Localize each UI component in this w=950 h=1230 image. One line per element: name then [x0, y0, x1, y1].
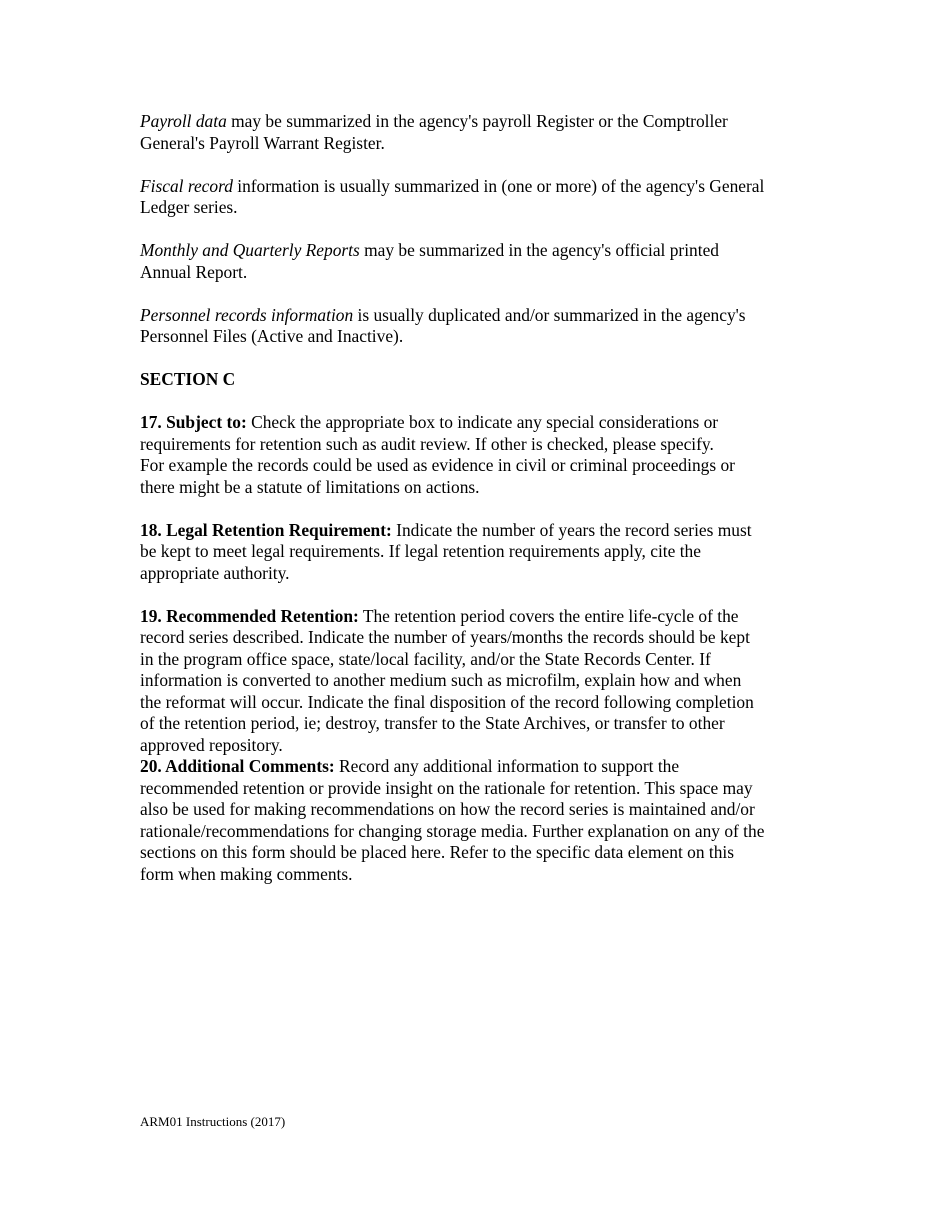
paragraph-line: 19. Recommended Retention: The retention period covers the entire life-cycle of the: [140, 605, 739, 626]
paragraph-line: Payroll data may be summarized in the agency's payroll Register or the Comptroller: [140, 111, 728, 131]
term-fiscal-record: Fiscal record: [140, 175, 233, 196]
paragraph-line: 17. Subject to: Check the appropriate box to indicate any special considerations or: [140, 412, 719, 432]
paragraph-line: Fiscal record information is usually summarized in (one or more) of the agency's General: [140, 175, 765, 196]
paragraph-line: also be used for making recommendations on how the record series is maintained and/or: [140, 799, 755, 819]
paragraph-line: Ledger series.: [140, 197, 238, 217]
section-heading: SECTION C: [140, 369, 236, 389]
item-19-recommended-retention: [140, 606, 820, 757]
item-18-legal-retention: [140, 520, 820, 585]
paragraph-line: information is converted to another medium such as microfilm, explain how and when: [140, 670, 742, 690]
term-personnel-records: Personnel records information: [140, 304, 354, 325]
paragraph-line: Monthly and Quarterly Reports may be summarized in the agency's official printed: [140, 240, 719, 260]
paragraph-line: there might be a statute of limitations on actions.: [140, 476, 480, 497]
paragraph-line: Annual Report.: [140, 261, 248, 282]
paragraph-line: in the program office space, state/local facility, and/or the State Records Center. If: [140, 648, 711, 669]
paragraph-line: be kept to meet legal requirements. If legal retention requirements apply, cite the: [140, 541, 701, 561]
paragraph-line: sections on this form should be placed here. Refer to the specific data element on this: [140, 842, 734, 862]
paragraph-line: For example the records could be used as evidence in civil or criminal proceedings or: [140, 455, 735, 475]
paragraph-line: General's Payroll Warrant Register.: [140, 132, 385, 153]
paragraph-line: recommended retention or provide insight on the rationale for retention. This space may: [140, 777, 753, 798]
paragraph-line: Personnel Files (Active and Inactive).: [140, 326, 404, 346]
paragraph-line: record series described. Indicate the number of years/months the records should be kept: [140, 627, 750, 647]
footer-form-id: ARM01 Instructions (2017): [140, 1114, 286, 1129]
paragraph-line: requirements for retention such as audit review. If other is checked, please specify.: [140, 433, 714, 454]
item-20-additional-comments: [140, 756, 820, 885]
item-17-subject-to: [140, 412, 820, 498]
paragraph-line: 18. Legal Retention Requirement: Indicate the number of years the record series must: [140, 519, 752, 540]
item-label: 18. Legal Retention Requirement:: [140, 519, 392, 540]
item-label: 20. Additional Comments:: [140, 756, 335, 776]
paragraph-line: the reformat will occur. Indicate the final disposition of the record following completion: [140, 691, 754, 712]
paragraph-line: appropriate authority.: [140, 562, 290, 583]
item-label: 19. Recommended Retention:: [140, 605, 359, 626]
paragraph-line: 20. Additional Comments: Record any additional information to support the: [140, 756, 680, 776]
fiscal-record-paragraph: [140, 176, 820, 219]
personnel-records-paragraph: [140, 305, 820, 348]
item-label: 17. Subject to:: [140, 412, 247, 432]
term-payroll-data: Payroll data: [140, 111, 227, 131]
monthly-quarterly-reports-paragraph: [140, 240, 820, 283]
paragraph-line: form when making comments.: [140, 863, 353, 884]
document-page: [140, 111, 820, 907]
paragraph-line: approved repository.: [140, 734, 283, 755]
paragraph-line: rationale/recommendations for changing storage media. Further explanation on any of the: [140, 820, 765, 841]
paragraph-line: Personnel records information is usually duplicated and/or summarized in the agency's: [140, 304, 746, 325]
term-monthly-quarterly-reports: Monthly and Quarterly Reports: [140, 240, 360, 260]
paragraph-line: of the retention period, ie; destroy, transfer to the State Archives, or transfer to other: [140, 713, 725, 733]
payroll-data-paragraph: [140, 111, 820, 154]
